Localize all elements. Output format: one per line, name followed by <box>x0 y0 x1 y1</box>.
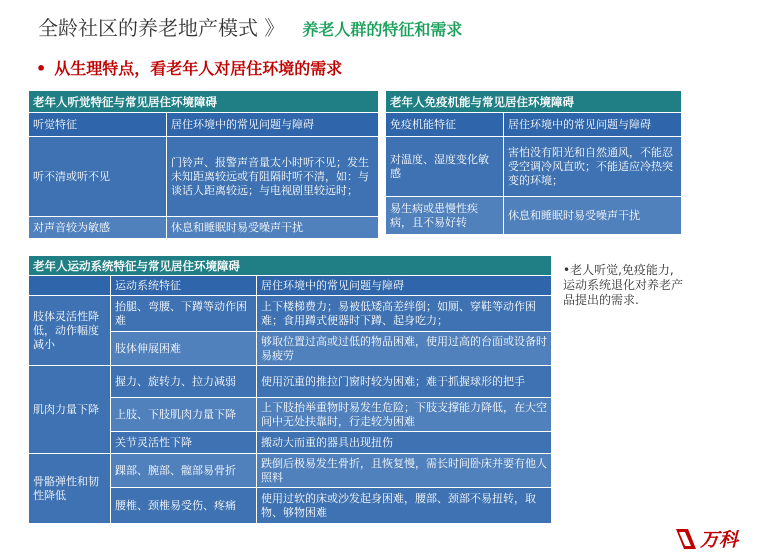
side-note: •老人听觉,免疫能力,运动系统退化对养老产品提出的需求. <box>563 263 684 307</box>
vanke-logo <box>676 525 738 552</box>
motor-problem-cell: 搬动大而重的器具出现扭伤 <box>257 432 552 454</box>
motor-feature-cell: 握力、旋转力、拉力减弱 <box>111 366 257 398</box>
motor-problem-cell: 跌倒后极易发生骨折，且恢复慢，需长时间卧床并要有他人照料 <box>257 454 552 488</box>
table-row <box>29 296 552 332</box>
motor-feature-cell: 踝部、腕部、髋部易骨折 <box>111 454 257 488</box>
motor-col-header-feature: 运动系统特征 <box>111 276 257 296</box>
subheading-text: 从生理特点，看老年人对居住环境的需求 <box>54 59 343 78</box>
page-title: 全龄社区的养老地产模式 》 <box>38 16 285 40</box>
motor-col-header-problem: 居住环境中的常见问题与障碍 <box>257 276 552 296</box>
hearing-problem-cell: 门铃声、报警声音量太小时听不见；发生未知距离较远或有阻隔时听不清，如：与谈话人距离较远；与电视剧里较远时； <box>167 137 379 217</box>
motor-feature-cell: 腰椎、颈椎易受伤、疼痛 <box>111 488 257 524</box>
bullet-icon: • <box>36 59 47 78</box>
motor-table-title: 老年人运动系统特征与常见居住环境障碍 <box>29 256 552 276</box>
motor-problem-cell: 上下楼梯费力；易被低矮高差绊倒；如厕、穿鞋等动作困难；食用蹲式便器时下蹲、起身吃力； <box>257 296 552 332</box>
table-row <box>29 454 552 488</box>
motor-problem-cell: 够取位置过高或过低的物品困难，使用过高的台面或设备时易疲劳 <box>257 332 552 366</box>
motor-feature-cell: 关节灵活性下降 <box>111 432 257 454</box>
motor-problem-cell: 使用过软的床或沙发起身困难，腰部、颈部不易扭转，取物、够物困难 <box>257 488 552 524</box>
immune-col-header-feature: 免疫机能特征 <box>386 113 504 137</box>
immune-table <box>385 90 682 235</box>
vanke-logo-icon <box>676 529 696 549</box>
subheading <box>36 56 342 79</box>
motor-table <box>28 255 552 524</box>
table-row <box>386 137 682 197</box>
hearing-table-title: 老年人听觉特征与常见居住环境障碍 <box>29 91 379 113</box>
hearing-problem-cell: 休息和睡眠时易受噪声干扰 <box>167 217 379 239</box>
vanke-logo-text: 万科 <box>700 529 739 551</box>
motor-problem-cell: 使用沉重的推拉门窗时较为困难；难于抓握球形的把手 <box>257 366 552 398</box>
motor-category-cell: 肢体灵活性降低，动作幅度减小 <box>29 296 111 366</box>
motor-category-cell: 肌肉力量下降 <box>29 366 111 454</box>
hearing-feature-cell: 对声音较为敏感 <box>29 217 167 239</box>
table-row <box>29 217 379 239</box>
motor-feature-cell: 上肢、下肢肌肉力量下降 <box>111 398 257 432</box>
table-row <box>29 366 552 398</box>
table-row <box>386 197 682 235</box>
immune-feature-cell: 对温度、湿度变化敏感 <box>386 137 504 197</box>
hearing-col-header-feature: 听觉特征 <box>29 113 167 137</box>
page-header <box>38 12 462 46</box>
hearing-table <box>28 90 379 239</box>
immune-problem-cell: 休息和睡眠时易受噪声干扰 <box>504 197 682 235</box>
section-title: 养老人群的特征和需求 <box>302 20 463 39</box>
motor-category-cell: 骨骼弹性和韧性降低 <box>29 454 111 524</box>
immune-col-header-problem: 居住环境中的常见问题与障碍 <box>504 113 682 137</box>
immune-problem-cell: 害怕没有阳光和自然通风，不能忍受空调冷风直吹；不能适应冷热突变的环境； <box>504 137 682 197</box>
motor-problem-cell: 上下肢抬举重物时易发生危险；下肢支撑能力降低，在大空间中无处扶靠时，行走较为困难 <box>257 398 552 432</box>
immune-feature-cell: 易生病或患慢性疾病，且不易好转 <box>386 197 504 235</box>
motor-feature-cell: 抬腿、弯腰、下蹲等动作困难 <box>111 296 257 332</box>
hearing-col-header-problem: 居住环境中的常见问题与障碍 <box>167 113 379 137</box>
table-row <box>29 137 379 217</box>
motor-feature-cell: 肢体伸展困难 <box>111 332 257 366</box>
motor-col-header-category <box>29 276 111 296</box>
hearing-feature-cell: 听不清或听不见 <box>29 137 167 217</box>
immune-table-title: 老年人免疫机能与常见居住环境障碍 <box>386 91 682 113</box>
